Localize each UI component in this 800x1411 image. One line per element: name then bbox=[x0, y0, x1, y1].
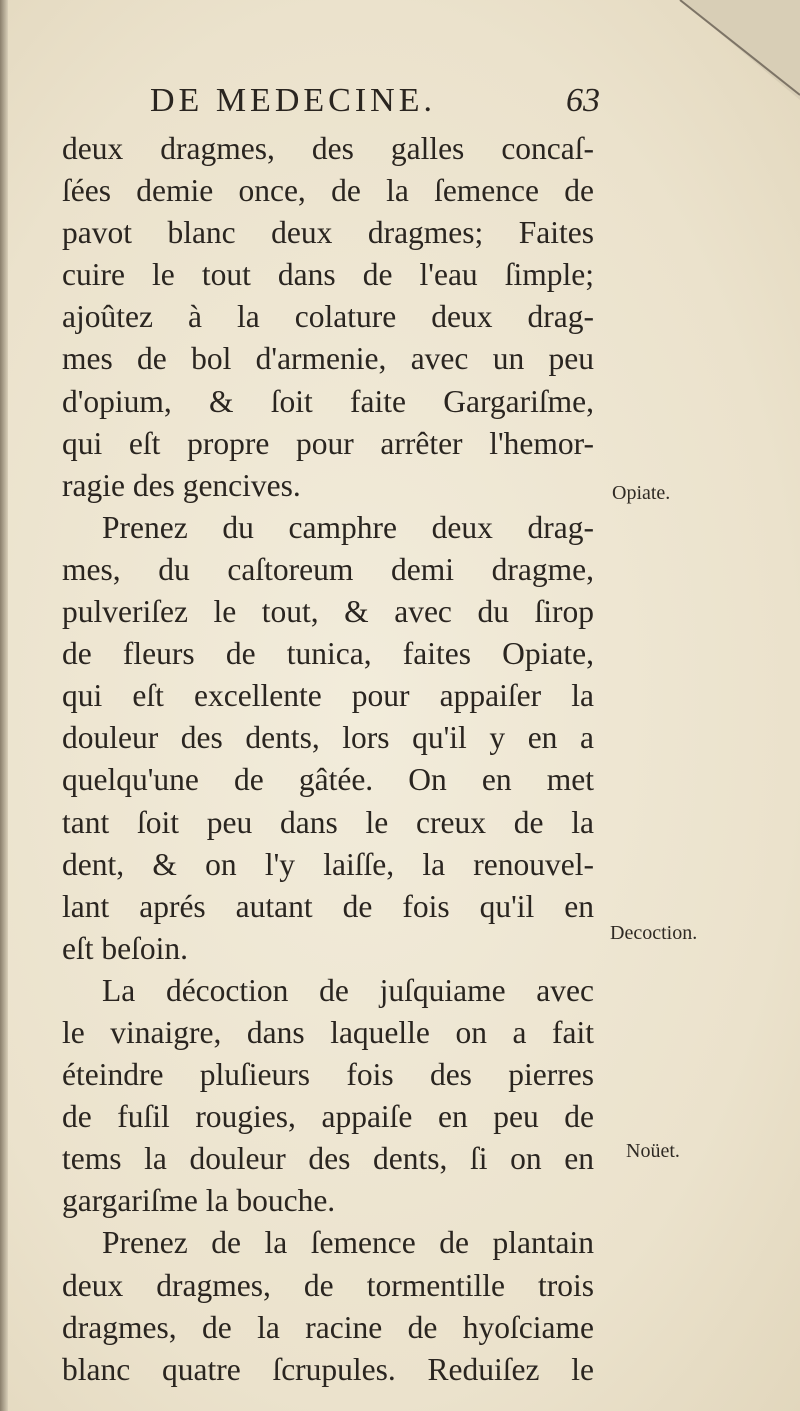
text-line: quelqu'une de gâtée. On en met bbox=[62, 762, 594, 798]
text-line: éteindre pluſieurs fois des pierres bbox=[62, 1057, 594, 1093]
margin-note-nouet: Noüet. bbox=[626, 1140, 680, 1162]
text-line: dragmes, de la racine de hyoſciame bbox=[62, 1309, 594, 1345]
text-line: blanc quatre ſcrupules. Reduiſez le bbox=[62, 1351, 594, 1387]
text-line: deux dragmes, des galles concaſ- bbox=[62, 131, 594, 166]
text-line: deux dragmes, de tormentille trois bbox=[62, 1267, 594, 1303]
text-line: qui eſt excellente pour appaiſer la bbox=[62, 678, 594, 714]
text-line: dent, & on l'y laiſſe, la renouvel- bbox=[62, 846, 594, 882]
text-line: de fuſil rougies, appaiſe en peu de bbox=[62, 1099, 594, 1135]
text-line: mes de bol d'armenie, avec un peu bbox=[62, 341, 594, 377]
text-line: de fleurs de tunica, faites Opiate, bbox=[62, 636, 594, 672]
text-line: cuire le tout dans de l'eau ſimple; bbox=[62, 257, 594, 293]
margin-note-decoction: Decoction. bbox=[610, 922, 698, 944]
text-line: La décoction de juſquiame avec bbox=[102, 972, 594, 1008]
text-line: le vinaigre, dans laquelle on a fait bbox=[62, 1014, 594, 1050]
text-line: ragie des gencives. bbox=[62, 467, 301, 503]
text-line: ajoûtez à la colature deux drag- bbox=[62, 299, 594, 335]
text-line: d'opium, & ſoit faite Gargariſme, bbox=[62, 383, 594, 419]
text-line: douleur des dents, lors qu'il y en a bbox=[62, 720, 594, 756]
margin-note-opiate: Opiate. bbox=[612, 482, 671, 504]
body-text bbox=[62, 128, 594, 1391]
folded-corner bbox=[660, 0, 800, 110]
text-line: gargariſme la bouche. bbox=[62, 1183, 336, 1219]
text-line: eſt beſoin. bbox=[62, 930, 188, 966]
text-line: pavot blanc deux dragmes; Faites bbox=[62, 215, 594, 251]
header-title: DE MEDECINE. bbox=[150, 82, 436, 119]
text-line: tant ſoit peu dans le creux de la bbox=[62, 804, 594, 840]
text-line: qui eſt propre pour arrêter l'hemor- bbox=[62, 425, 594, 461]
text-line: mes, du caſtoreum demi dragme, bbox=[62, 551, 594, 587]
text-line: Prenez du camphre deux drag- bbox=[102, 509, 594, 545]
running-header bbox=[150, 82, 600, 132]
text-line: ſées demie once, de la ſemence de bbox=[62, 173, 594, 209]
text-line: lant aprés autant de fois qu'il en bbox=[62, 888, 594, 924]
page-binding-edge bbox=[0, 0, 8, 1411]
text-line: tems la douleur des dents, ſi on en bbox=[62, 1141, 594, 1177]
text-line: Prenez de la ſemence de plantain bbox=[102, 1225, 594, 1261]
text-line: pulveriſez le tout, & avec du ſirop bbox=[62, 594, 594, 630]
page-number: 63 bbox=[566, 82, 600, 119]
